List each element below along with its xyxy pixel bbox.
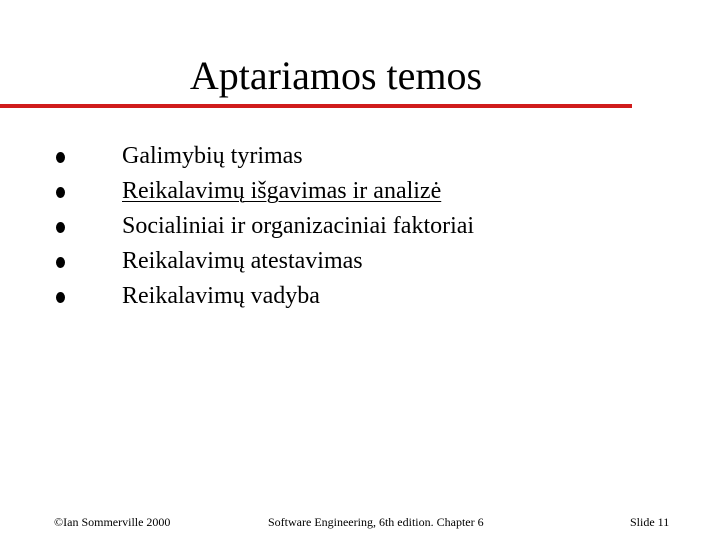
bullet-icon bbox=[56, 152, 65, 163]
bullet-icon bbox=[56, 257, 65, 268]
bullet-text: Reikalavimų vadyba bbox=[122, 282, 320, 309]
slide-title: Aptariamos temos bbox=[189, 53, 483, 98]
bullet-text: Galimybių tyrimas bbox=[122, 142, 303, 169]
title-divider bbox=[0, 104, 632, 108]
bullet-icon bbox=[56, 292, 65, 303]
bullet-text: Reikalavimų atestavimas bbox=[122, 247, 363, 274]
bullet-list bbox=[56, 138, 474, 313]
list-item bbox=[56, 278, 474, 313]
bullet-text: Reikalavimų išgavimas ir analizė bbox=[122, 177, 442, 204]
bullet-icon bbox=[56, 222, 65, 233]
footer-book-title: Software Engineering, 6th edition. Chapter 6 bbox=[268, 515, 484, 529]
list-item bbox=[56, 208, 474, 243]
bullet-icon bbox=[56, 187, 65, 198]
bullet-text: Socialiniai ir organizaciniai faktoriai bbox=[122, 212, 475, 239]
list-item bbox=[56, 243, 474, 278]
list-item bbox=[56, 173, 474, 208]
footer-slide-number: Slide 11 bbox=[630, 515, 670, 529]
footer-copyright: ©Ian Sommerville 2000 bbox=[54, 515, 171, 529]
list-item bbox=[56, 138, 474, 173]
